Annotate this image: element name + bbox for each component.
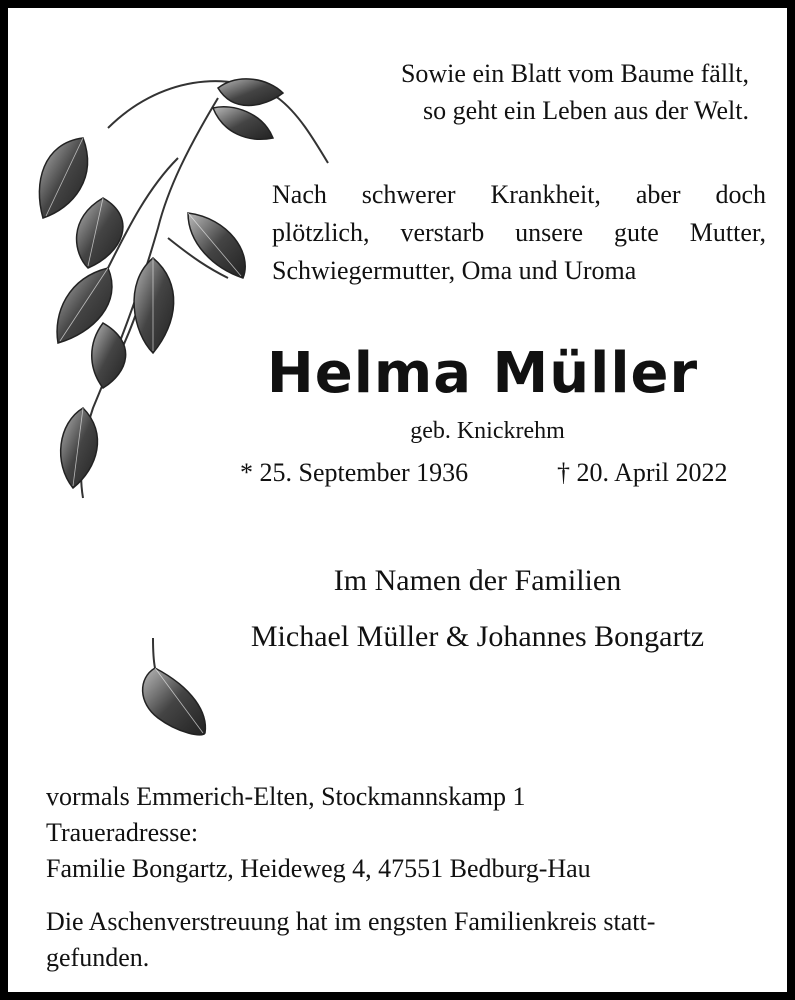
verse-block: [401, 55, 749, 129]
mourning-address-label: Traueradresse:: [46, 818, 199, 847]
intro-line-2: plötzlich, verstarb unsere gute Mutter,: [272, 218, 766, 247]
former-address: vormals Emmerich-Elten, Stockmannskamp 1: [46, 782, 526, 811]
funeral-note-line-1: Die Aschenverstreuung hat im engsten Familienkreis statt-: [46, 907, 656, 936]
intro-text: [272, 176, 766, 290]
deceased-name: Helma Müller: [266, 341, 699, 406]
birth-name: geb. Knickrehm: [410, 418, 565, 444]
intro-line-1: Nach schwerer Krankheit, aber doch: [272, 180, 766, 209]
funeral-note-line-2: gefunden.: [46, 943, 150, 972]
birth-date: * 25. September 1936: [240, 458, 469, 487]
funeral-note: [46, 904, 655, 976]
death-date: † 20. April 2022: [557, 458, 728, 487]
family-intro: Im Namen der Familien: [333, 564, 622, 597]
verse-line-2: so geht ein Leben aus der Welt.: [423, 96, 749, 125]
family-names: Michael Müller & Johannes Bongartz: [250, 620, 705, 653]
verse-line-1: Sowie ein Blatt vom Baume fällt,: [400, 59, 749, 88]
address-block: [46, 779, 591, 887]
intro-line-3: Schwiegermutter, Oma und Uroma: [272, 256, 637, 285]
mourning-address: Familie Bongartz, Heideweg 4, 47551 Bedburg-Hau: [46, 854, 591, 883]
